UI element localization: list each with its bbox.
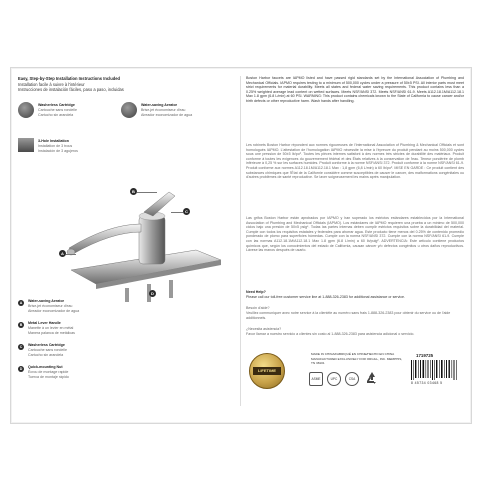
part-d-title: Quick-mounting Nut bbox=[28, 365, 63, 369]
part-b-badge: B bbox=[19, 323, 23, 327]
install-heading-fr: Installation facile à suivre à l'intérieur bbox=[18, 82, 85, 87]
callout-b-leader bbox=[137, 192, 157, 193]
feature-2-es: Aireador economizador de agua bbox=[141, 113, 193, 117]
compliance-text-es: Las grifos Boston Harbor están aprobados por IAPMO y han superado los estrictos estándares establecidos por la International Association of Plumbing and Mechanical Officials (IAPMO). Los estándares de IAPMO requieren una prueba a un mínimo de 500,000 ciclos bajo una presión de 50±5 psig*. Todas las partes internas deben cumplir estrictos requisitos sobre la durabilidad del material. Cumple con todos los requisitos estatales y federales para ahorrar agua. Este producto tiene menos del 0.25% de contenido promedio ponderado de plomo para superficies húmedas. Cumple con la norma NSF/ANSI 372. Cumple con la norma NSF/ANSI 61-9. Cumple con las normas A112.18.1M/A112.18.1 Max 1.8 gpm (6.8 L/min) a 60 lb/pulg². ADVERTENCIA: Este artículo contiene productos químicos que, según los conocimientos del estado de California, causan cáncer y/o defectos congénitos u otros daños reproductivos. Lávese las manos después de usarlo. bbox=[246, 216, 464, 253]
manufactured-text: MANUFACTURED EXCLUSIVELY FOR ORGILL, INC. MEMPHIS, TN 38101 bbox=[311, 357, 403, 365]
made-in-text: MADE IN CHINA/FABRIQUÉ EN CHINE/HECHO EN CHINA bbox=[311, 352, 395, 356]
help-heading-es: ¿Necesita asistencia? bbox=[246, 327, 282, 331]
faucet-illustration bbox=[51, 188, 231, 303]
part-d-badge: D bbox=[19, 367, 23, 371]
feature-3-es: Instalación de 3 agujeros bbox=[38, 149, 78, 153]
feature-1-fr: Cartouche sans rondelle bbox=[38, 108, 77, 112]
help-text-fr: Veuillez communiquer avec notre service à la clientèle au numéro sans frais 1-888-326-2383 pour obtenir du service ou de l'aide additionnels. bbox=[246, 311, 451, 320]
feature-3-title: 3-Hole Installation bbox=[38, 139, 69, 143]
part-c-es: Cartucho sin arandela bbox=[28, 353, 64, 357]
feature-1-title: Washerless Cartridge bbox=[38, 103, 75, 107]
warranty-seal-label: LIFETIME bbox=[253, 367, 281, 375]
help-heading-fr: Besoin d'aide? bbox=[246, 306, 270, 310]
recycle-icon bbox=[365, 371, 379, 385]
package-back-panel bbox=[10, 67, 472, 424]
model-number: 1719725 bbox=[416, 353, 434, 358]
part-c-title: Washerless Cartridge bbox=[28, 343, 65, 347]
install-heading: Easy, Step-by-Step Installation Instructions Included bbox=[18, 76, 121, 81]
feature-2-fr: Brise-jet économiseur d'eau bbox=[141, 108, 186, 112]
callout-c: C bbox=[183, 208, 190, 215]
part-d-es: Tuerca de montaje rápido bbox=[28, 375, 69, 379]
asme-cert-icon: ASME bbox=[309, 372, 323, 386]
part-a-es: Aireador economizador de agua bbox=[28, 309, 80, 313]
part-b-title: Metal Lever Handle bbox=[28, 321, 61, 325]
part-d-fr: Écrou de montage rapide bbox=[28, 370, 69, 374]
part-c-badge: C bbox=[19, 345, 23, 349]
callout-a: A bbox=[59, 250, 66, 257]
upc-cert-icon: UPC bbox=[327, 372, 341, 386]
part-b-es: Manera palanca de metálicas bbox=[28, 331, 75, 335]
cartridge-icon bbox=[18, 102, 34, 118]
feature-3-fr: Installation de 3 trous bbox=[38, 144, 73, 148]
compliance-text-en: Boston Harbor faucets are IAPMO listed and have passed rigid standards set by the International Association of Plumbing and Mechanical Officials. IAPMO requires testing to a minimum of 500,000 cycles under a pressure of 50±5 PSI. All interior parts must meet strict requirements for material durability. Meets all states and federal water saving requirements. This product contains less than a 0.25% weighted average lead content on wetted surfaces. Meets NSF/ANSI 372. Meets NSF/ANSI 61-9. Meets A112.18.1M/A112.18.1 Max 1.8 gpm (6.8 L/min) at 60 PSI. WARNING: This product contains chemicals known to the State of California to cause cancer and/or birth defects or other reproductive harm. Wash hands after handling. bbox=[246, 76, 464, 103]
lifetime-warranty-seal bbox=[249, 353, 285, 389]
csa-cert-icon: CSA bbox=[345, 372, 359, 386]
feature-1-es: Cartucho sin arandela bbox=[38, 113, 74, 117]
part-a-badge: A bbox=[19, 301, 23, 305]
three-hole-icon bbox=[18, 138, 34, 152]
callout-c-leader bbox=[171, 212, 183, 213]
callout-d: D bbox=[149, 290, 156, 297]
compliance-text-fr: Les robinets Boston Harbor répondent aux normes rigoureuses de l'International Association of Plumbing & Mechanical Officials et sont homologués IAPMO. L'attestation de l'homologation IAPMO nécessite la mise à l'épreuve du produit pendant au moins 500,000 cycles sous une pression de 50±5 lb/po². Toutes les pièces internes satisfont à des normes très strictes de durabilité des matériaux. Produit conforme à toutes les exigences du gouvernement fédéral et des États relatives à la conservation de l'eau. Teneur pondérée de plomb inférieure à 0,25 % sur les surfaces humides. Produit conforme à la norme NSF/ANSI 372. Produit conforme à la norme NSF/ANSI 61-9. Produit conforme aux normes A112.18.1M/A112.18.1 Max : 1,8 gpm (6,8 L/min) à 60 lb/po². MISE EN GARDE : Ce produit contient des substances chimiques que l'État de la Californie considère comme susceptibles de causer le cancer, des malformations congénitales ou d'autres problèmes de santé reproductive. Se laver soigneusement les mains après manipulation. bbox=[246, 143, 464, 180]
barcode-number: 8 45734 03468 5 bbox=[411, 381, 443, 385]
upc-barcode bbox=[409, 360, 461, 382]
help-text-es: Favor llamar a nuestro servicio a clientes sin costo al 1-888-326-2383 para asistencia adicional o servicio. bbox=[246, 332, 415, 336]
part-c-fr: Cartouche sans rondelle bbox=[28, 348, 67, 352]
install-heading-es: Instrucciones de instalación fáciles, paso a paso, incluidas bbox=[18, 87, 124, 92]
callout-a-leader bbox=[66, 254, 76, 255]
part-a-fr: Brise-jet économiseur d'eau bbox=[28, 304, 73, 308]
aerator-icon bbox=[121, 102, 137, 118]
column-divider bbox=[240, 76, 241, 406]
part-a-title: Water-saving Aerator bbox=[28, 299, 65, 303]
callout-b: B bbox=[130, 188, 137, 195]
part-b-fr: Manette à un levier en métal bbox=[28, 326, 74, 330]
help-text-en: Please call our toll-free customer service line at 1-888-326-2383 for additional assistance or service. bbox=[246, 295, 406, 299]
help-heading: Need Help? bbox=[246, 290, 266, 294]
feature-2-title: Water-saving Aerator bbox=[141, 103, 178, 107]
